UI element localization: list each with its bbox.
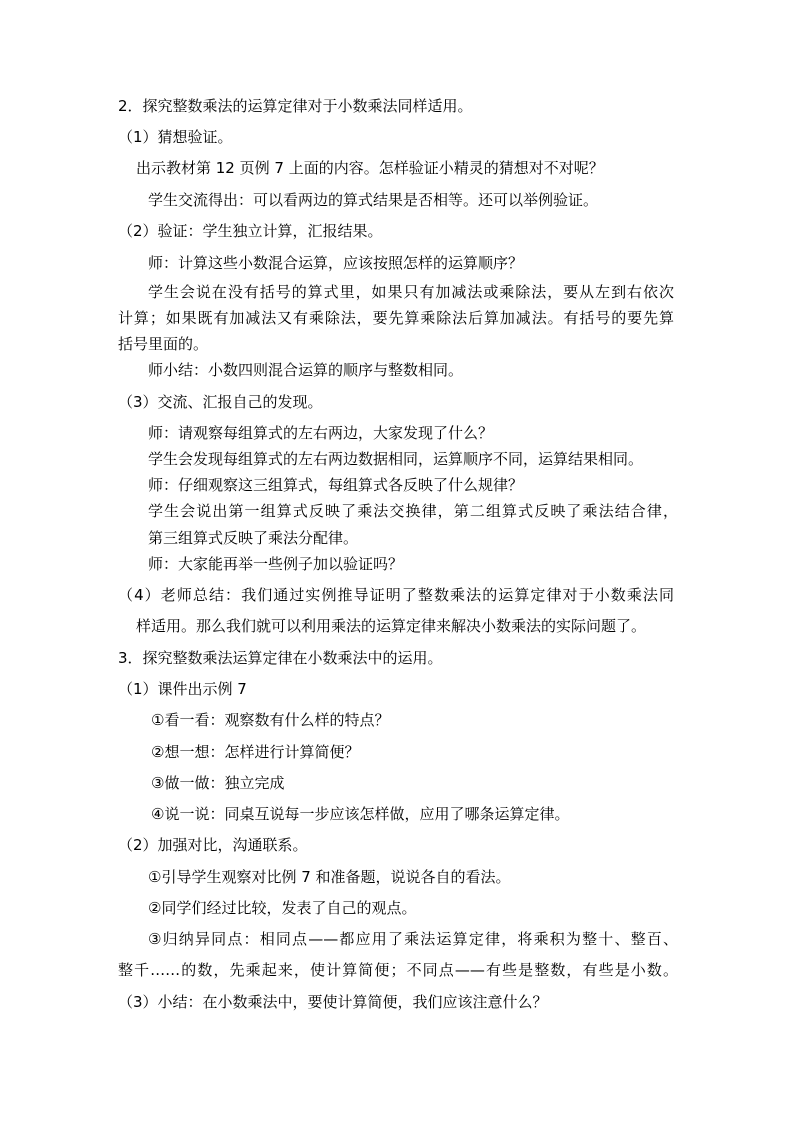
list-item: ③归纳异同点：相同点——都应用了乘法运算定律，将乘积为整十、整百、 <box>148 930 678 948</box>
subheading-share-findings: （3）交流、汇报自己的发现。 <box>118 393 323 411</box>
paragraph-line: 学生会说出第一组算式反映了乘法交换律，第二组算式反映了乘法结合律， <box>148 502 678 520</box>
paragraph-line: 学生交流得出：可以看两边的算式结果是否相等。还可以举例验证。 <box>148 191 599 209</box>
subheading-verify: （2）验证：学生独立计算，汇报结果。 <box>118 222 383 240</box>
section-heading-2: 2．探究整数乘法的运算定律对于小数乘法同样适用。 <box>118 97 473 115</box>
list-item: ④说一说：同桌互说每一步应该怎样做，应用了哪条运算定律。 <box>151 805 570 823</box>
paragraph-line: 师小结：小数四则混合运算的顺序与整数相同。 <box>148 361 464 379</box>
paragraph-line: 出示教材第 12 页例 7 上面的内容。怎样验证小精灵的猜想对不对呢？ <box>136 159 604 177</box>
subheading-summary: （4）老师总结：我们通过实例推导证明了整数乘法的运算定律对于小数乘法同 <box>118 586 674 604</box>
section-heading-3: 3．探究整数乘法运算定律在小数乘法中的运用。 <box>118 649 443 667</box>
paragraph-line: 第三组算式反映了乘法分配律。 <box>148 529 359 547</box>
subheading-conclusion: （3）小结：在小数乘法中，要使计算简便，我们应该注意什么？ <box>118 993 548 1011</box>
list-item: ②同学们经过比较，发表了自己的观点。 <box>148 899 417 917</box>
subheading-guess-verify: （1）猜想验证。 <box>118 128 233 146</box>
paragraph-line: 样适用。那么我们就可以利用乘法的运算定律来解决小数乘法的实际问题了。 <box>136 617 647 635</box>
paragraph-line: 师：请观察每组算式的左右两边，大家发现了什么？ <box>148 424 494 442</box>
paragraph-line: 学生会发现每组算式的左右两边数据相同，运算顺序不同，运算结果相同。 <box>148 450 644 468</box>
list-item: ①引导学生观察对比例 7 和准备题，说说各自的看法。 <box>148 868 511 886</box>
subheading-compare: （2）加强对比，沟通联系。 <box>118 836 308 854</box>
subheading-example-7: （1）课件出示例 7 <box>118 680 247 698</box>
list-item: ①看一看：观察数有什么样的特点？ <box>151 711 390 729</box>
paragraph-line: 括号里面的。 <box>118 335 209 353</box>
paragraph-line: 整千……的数，先乘起来，使计算简便；不同点——有些是整数，有些是小数。 <box>118 961 678 979</box>
list-item: ②想一想：怎样进行计算简便？ <box>151 743 360 761</box>
paragraph-line: 学生会说在没有括号的算式里，如果只有加减法或乘除法，要从左到右依次 <box>148 283 674 301</box>
paragraph-line: 师：仔细观察这三组算式，每组算式各反映了什么规律？ <box>148 476 524 494</box>
list-item: ③做一做：独立完成 <box>151 774 285 792</box>
paragraph-line: 师：大家能再举一些例子加以验证吗？ <box>148 555 404 573</box>
paragraph-line: 计算；如果既有加减法又有乘除法，要先算乘除法后算加减法。有括号的要先算 <box>118 309 674 327</box>
paragraph-line: 师：计算这些小数混合运算，应该按照怎样的运算顺序？ <box>148 254 524 272</box>
